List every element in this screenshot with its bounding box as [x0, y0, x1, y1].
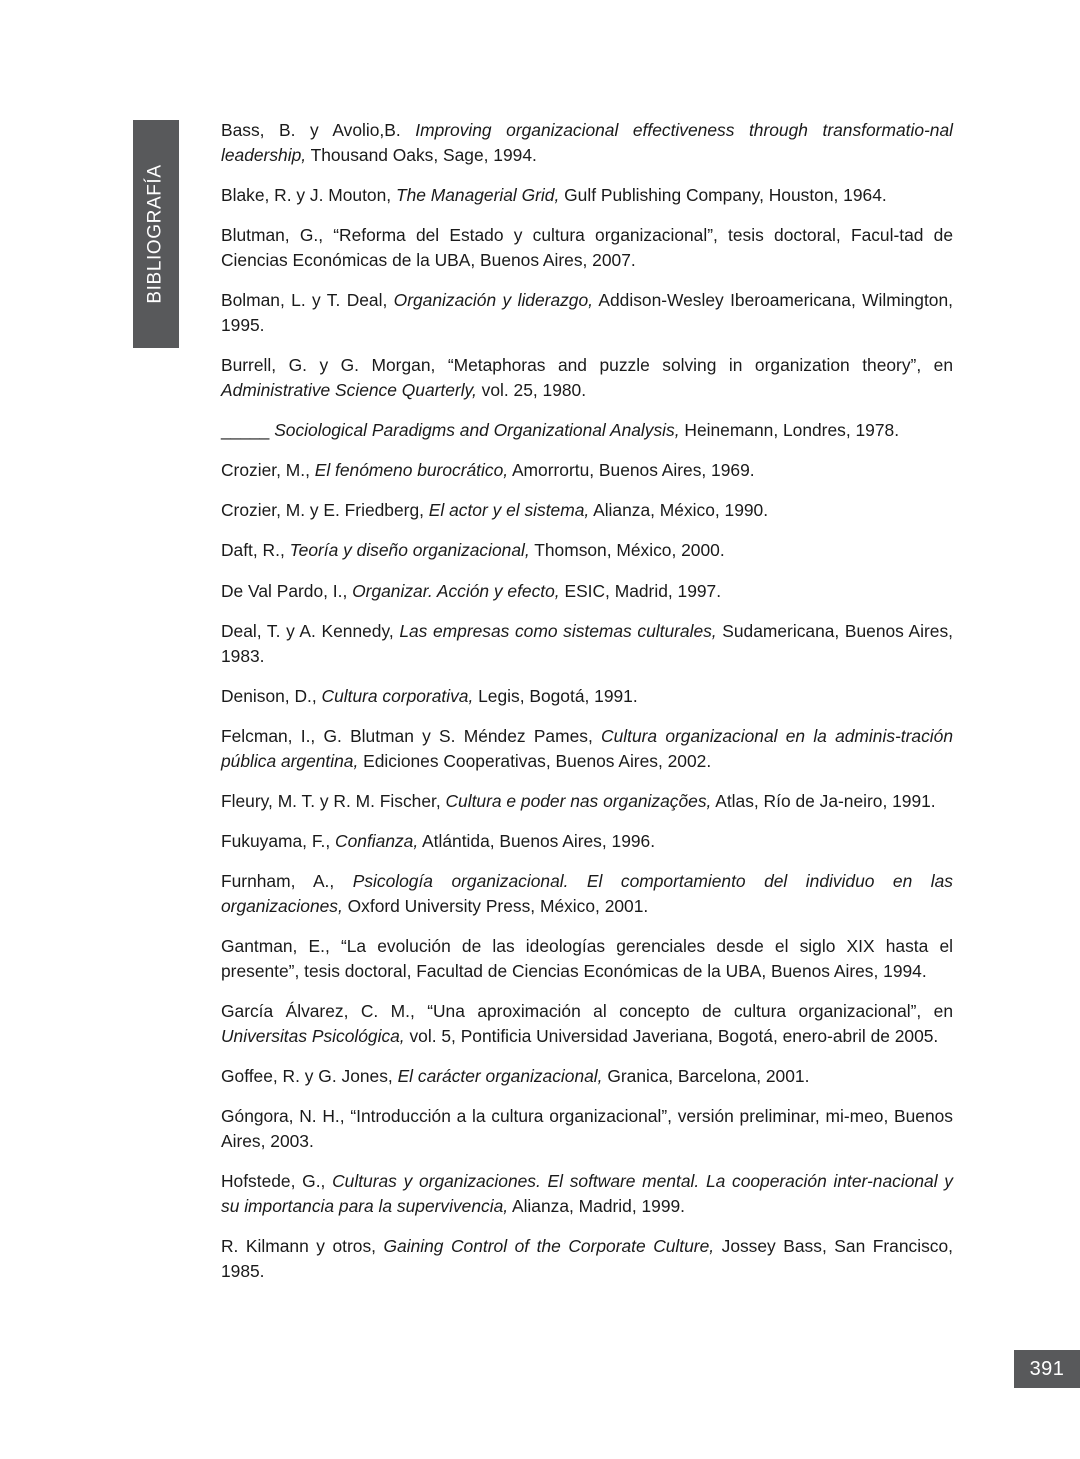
bibliography-entry: Burrell, G. y G. Morgan, “Metaphoras and puzzle solving in organization theory”, en Administrative Science Quarterly, vol. 25, 1980. [221, 354, 953, 400]
bibliography-list [221, 118, 953, 1283]
section-tab [133, 120, 179, 348]
bibliography-entry: Fleury, M. T. y R. M. Fischer, Cultura e poder nas organizações, Atlas, Río de Ja-neiro, 1991. [221, 790, 936, 811]
bibliography-entry: Góngora, N. H., “Introducción a la cultura organizacional”, versión preliminar, mi-meo, Buenos Aires, 2003. [221, 1106, 953, 1151]
bibliography-entry: Gantman, E., “La evolución de las ideologías gerenciales desde el siglo XIX hasta el presente”, tesis doctoral, Facultad de Ciencias Económicas de la UBA, Buenos Aires, 1994. [221, 936, 953, 981]
bibliography-entry: Hofstede, G., Culturas y organizaciones. El software mental. La cooperación inter-nacional y su importancia para la supervivencia, Alianza, Madrid, 1999. [221, 1171, 954, 1216]
bibliography-entry: De Val Pardo, I., Organizar. Acción y efecto, ESIC, Madrid, 1997. [221, 580, 722, 601]
bibliography-entry: Fukuyama, F., Confianza, Atlántida, Buenos Aires, 1996. [221, 831, 656, 852]
bibliography-entry: Crozier, M., El fenómeno burocrático, Amorrortu, Buenos Aires, 1969. [221, 460, 755, 481]
bibliography-entry: García Álvarez, C. M., “Una aproximación al concepto de cultura organizacional”, en Universitas Psicológica, vol. 5, Pontificia Universidad Javeriana, Bogotá, enero-abril de 2005. [221, 1001, 953, 1046]
bibliography-entry: _____ Sociological Paradigms and Organizational Analysis, Heinemann, Londres, 1978. [221, 419, 900, 440]
bibliography-entry: Daft, R., Teoría y diseño organizacional, Thomson, México, 2000. [221, 540, 725, 561]
page-number: 391 [1014, 1350, 1080, 1388]
bibliography-entry: Bass, B. y Avolio,B. Improving organizacional effectiveness through transformatio-nal leadership, Thousand Oaks, Sage, 1994. [221, 120, 953, 165]
bibliography-entry: Crozier, M. y E. Friedberg, El actor y el sistema, Alianza, México, 1990. [221, 500, 769, 521]
bibliography-entry: Goffee, R. y G. Jones, El carácter organizacional, Granica, Barcelona, 2001. [221, 1065, 810, 1086]
bibliography-entry: Bolman, L. y T. Deal, Organización y liderazgo, Addison-Wesley Iberoamericana, Wilmington, 1995. [221, 290, 953, 335]
bibliography-entry: Blutman, G., “Reforma del Estado y cultura organizacional”, tesis doctoral, Facul-tad de Ciencias Económicas de la UBA, Buenos Aires, 2007. [221, 225, 953, 270]
bibliography-entry: Deal, T. y A. Kennedy, Las empresas como sistemas culturales, Sudamericana, Buenos Aires, 1983. [221, 620, 953, 666]
bibliography-entry: Blake, R. y J. Mouton, The Managerial Grid, Gulf Publishing Company, Houston, 1964. [221, 184, 887, 205]
section-tab-label: BIBLIOGRAFÍA [145, 164, 166, 304]
bibliography-entry: Denison, D., Cultura corporativa, Legis, Bogotá, 1991. [221, 685, 638, 706]
bibliography-entry: Furnham, A., Psicología organizacional. El comportamiento del individuo en las organizaciones, Oxford University Press, México, 2001. [221, 871, 953, 916]
bibliography-entry: R. Kilmann y otros, Gaining Control of the Corporate Culture, Jossey Bass, San Francisco, 1985. [221, 1236, 953, 1281]
bibliography-entry: Felcman, I., G. Blutman y S. Méndez Pames, Cultura organizacional en la adminis-tración pública argentina, Ediciones Cooperativas, Buenos Aires, 2002. [221, 725, 954, 771]
